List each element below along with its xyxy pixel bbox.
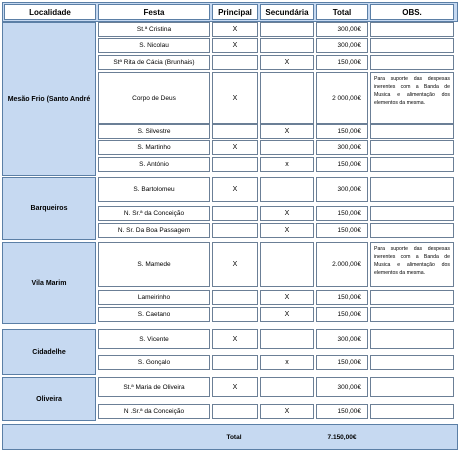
obs-cell [370, 177, 454, 202]
header-festa: Festa [98, 4, 210, 20]
localidade-name: Vila Marim [31, 279, 67, 287]
festa-cell: Lameirinho [98, 290, 210, 305]
total-cell: 150,00€ [316, 307, 368, 322]
festa-cell: S. Caetano [98, 307, 210, 322]
principal-cell: X [212, 177, 258, 202]
total-cell: 150,00€ [316, 206, 368, 221]
secundaria-cell [260, 140, 314, 155]
festa-cell: S. Vicente [98, 329, 210, 349]
principal-cell [212, 307, 258, 322]
obs-cell: Para suporte das despesas inerentes com a Banda de Musica e alimentação dos elementos da mesma. [370, 72, 454, 124]
principal-cell: X [212, 38, 258, 53]
principal-cell: X [212, 377, 258, 397]
festa-cell: N. Sr. Da Boa Passagem [98, 223, 210, 238]
total-cell: 300,00€ [316, 22, 368, 37]
localidade-cell [2, 22, 96, 176]
principal-cell [212, 206, 258, 221]
secundaria-cell [260, 22, 314, 37]
principal-cell: X [212, 242, 258, 287]
localidade-name: Cidadelhe [32, 348, 66, 356]
festa-cell: St.ª Cristina [98, 22, 210, 37]
obs-cell [370, 223, 454, 238]
localidade-cell [2, 177, 96, 240]
secundaria-cell [260, 38, 314, 53]
total-cell: 300,00€ [316, 177, 368, 202]
principal-cell [212, 124, 258, 139]
secundaria-cell: X [260, 290, 314, 305]
festa-cell: S. Silvestre [98, 124, 210, 139]
secundaria-cell [260, 377, 314, 397]
secundaria-cell: X [260, 124, 314, 139]
principal-cell [212, 355, 258, 370]
secundaria-cell [260, 177, 314, 202]
secundaria-cell: X [260, 206, 314, 221]
localidade-name: Oliveira [36, 395, 62, 403]
localidade-name: Mesão Frio (Santo André [7, 95, 91, 103]
obs-cell [370, 157, 454, 172]
festa-cell: S. Gonçalo [98, 355, 210, 370]
obs-cell [370, 404, 454, 419]
total-cell: 150,00€ [316, 404, 368, 419]
total-cell: 300,00€ [316, 377, 368, 397]
total-cell: 300,00€ [316, 140, 368, 155]
total-cell: 150,00€ [316, 157, 368, 172]
obs-cell [370, 329, 454, 349]
localidade-name: Barqueiros [30, 205, 68, 212]
secundaria-cell [260, 242, 314, 287]
total-cell: 2 000,00€ [316, 72, 368, 124]
secundaria-cell: X [260, 223, 314, 238]
grand-total-label: Total [226, 433, 242, 441]
total-cell: 300,00€ [316, 38, 368, 53]
festa-cell: S. António [98, 157, 210, 172]
obs-cell [370, 355, 454, 370]
secundaria-cell: X [260, 55, 314, 70]
festa-cell: Corpo de Deus [98, 72, 210, 124]
principal-cell [212, 290, 258, 305]
total-cell: 150,00€ [316, 290, 368, 305]
principal-cell [212, 223, 258, 238]
total-cell: 150,00€ [316, 124, 368, 139]
principal-cell: X [212, 329, 258, 349]
principal-cell: X [212, 140, 258, 155]
total-cell: 150,00€ [316, 55, 368, 70]
localidade-cell [2, 329, 96, 375]
secundaria-cell: X [260, 307, 314, 322]
festa-cell: S. Bartolomeu [98, 177, 210, 202]
obs-cell [370, 22, 454, 37]
festa-cell: N .Sr.ª da Conceição [98, 404, 210, 419]
obs-cell [370, 206, 454, 221]
festa-cell: S. Nicolau [98, 38, 210, 53]
secundaria-cell: x [260, 157, 314, 172]
festa-cell: S. Mamede [98, 242, 210, 287]
obs-cell: Para suporte das despesas inerentes com a Banda de Musica e alimentação dos elementos da mesma. [370, 242, 454, 287]
header-localidade: Localidade [4, 4, 96, 20]
header-secundaria: Secundária [260, 4, 314, 20]
principal-cell [212, 157, 258, 172]
festa-cell: S. Martinho [98, 140, 210, 155]
secundaria-cell: x [260, 355, 314, 370]
secundaria-cell [260, 72, 314, 124]
principal-cell: X [212, 72, 258, 124]
header-total: Total [316, 4, 368, 20]
obs-cell [370, 140, 454, 155]
principal-cell [212, 55, 258, 70]
header-principal: Principal [212, 4, 258, 20]
header-obs: OBS. [370, 4, 454, 20]
obs-cell [370, 38, 454, 53]
principal-cell: X [212, 22, 258, 37]
localidade-cell [2, 242, 96, 324]
festa-cell: Stª Rita de Cácia (Brunhais) [98, 55, 210, 70]
obs-cell [370, 377, 454, 397]
grand-total-value: 7.150,00€ [327, 433, 357, 441]
total-cell: 150,00€ [316, 355, 368, 370]
secundaria-cell: X [260, 404, 314, 419]
obs-cell [370, 124, 454, 139]
obs-cell [370, 290, 454, 305]
principal-cell [212, 404, 258, 419]
total-cell: 300,00€ [316, 329, 368, 349]
total-cell: 150,00€ [316, 223, 368, 238]
total-cell: 2.000,00€ [316, 242, 368, 287]
obs-cell [370, 307, 454, 322]
festa-cell: N. Sr.ª da Conceição [98, 206, 210, 221]
secundaria-cell [260, 329, 314, 349]
localidade-cell [2, 377, 96, 421]
obs-cell [370, 55, 454, 70]
festa-cell: St.ª Maria de Oliveira [98, 377, 210, 397]
